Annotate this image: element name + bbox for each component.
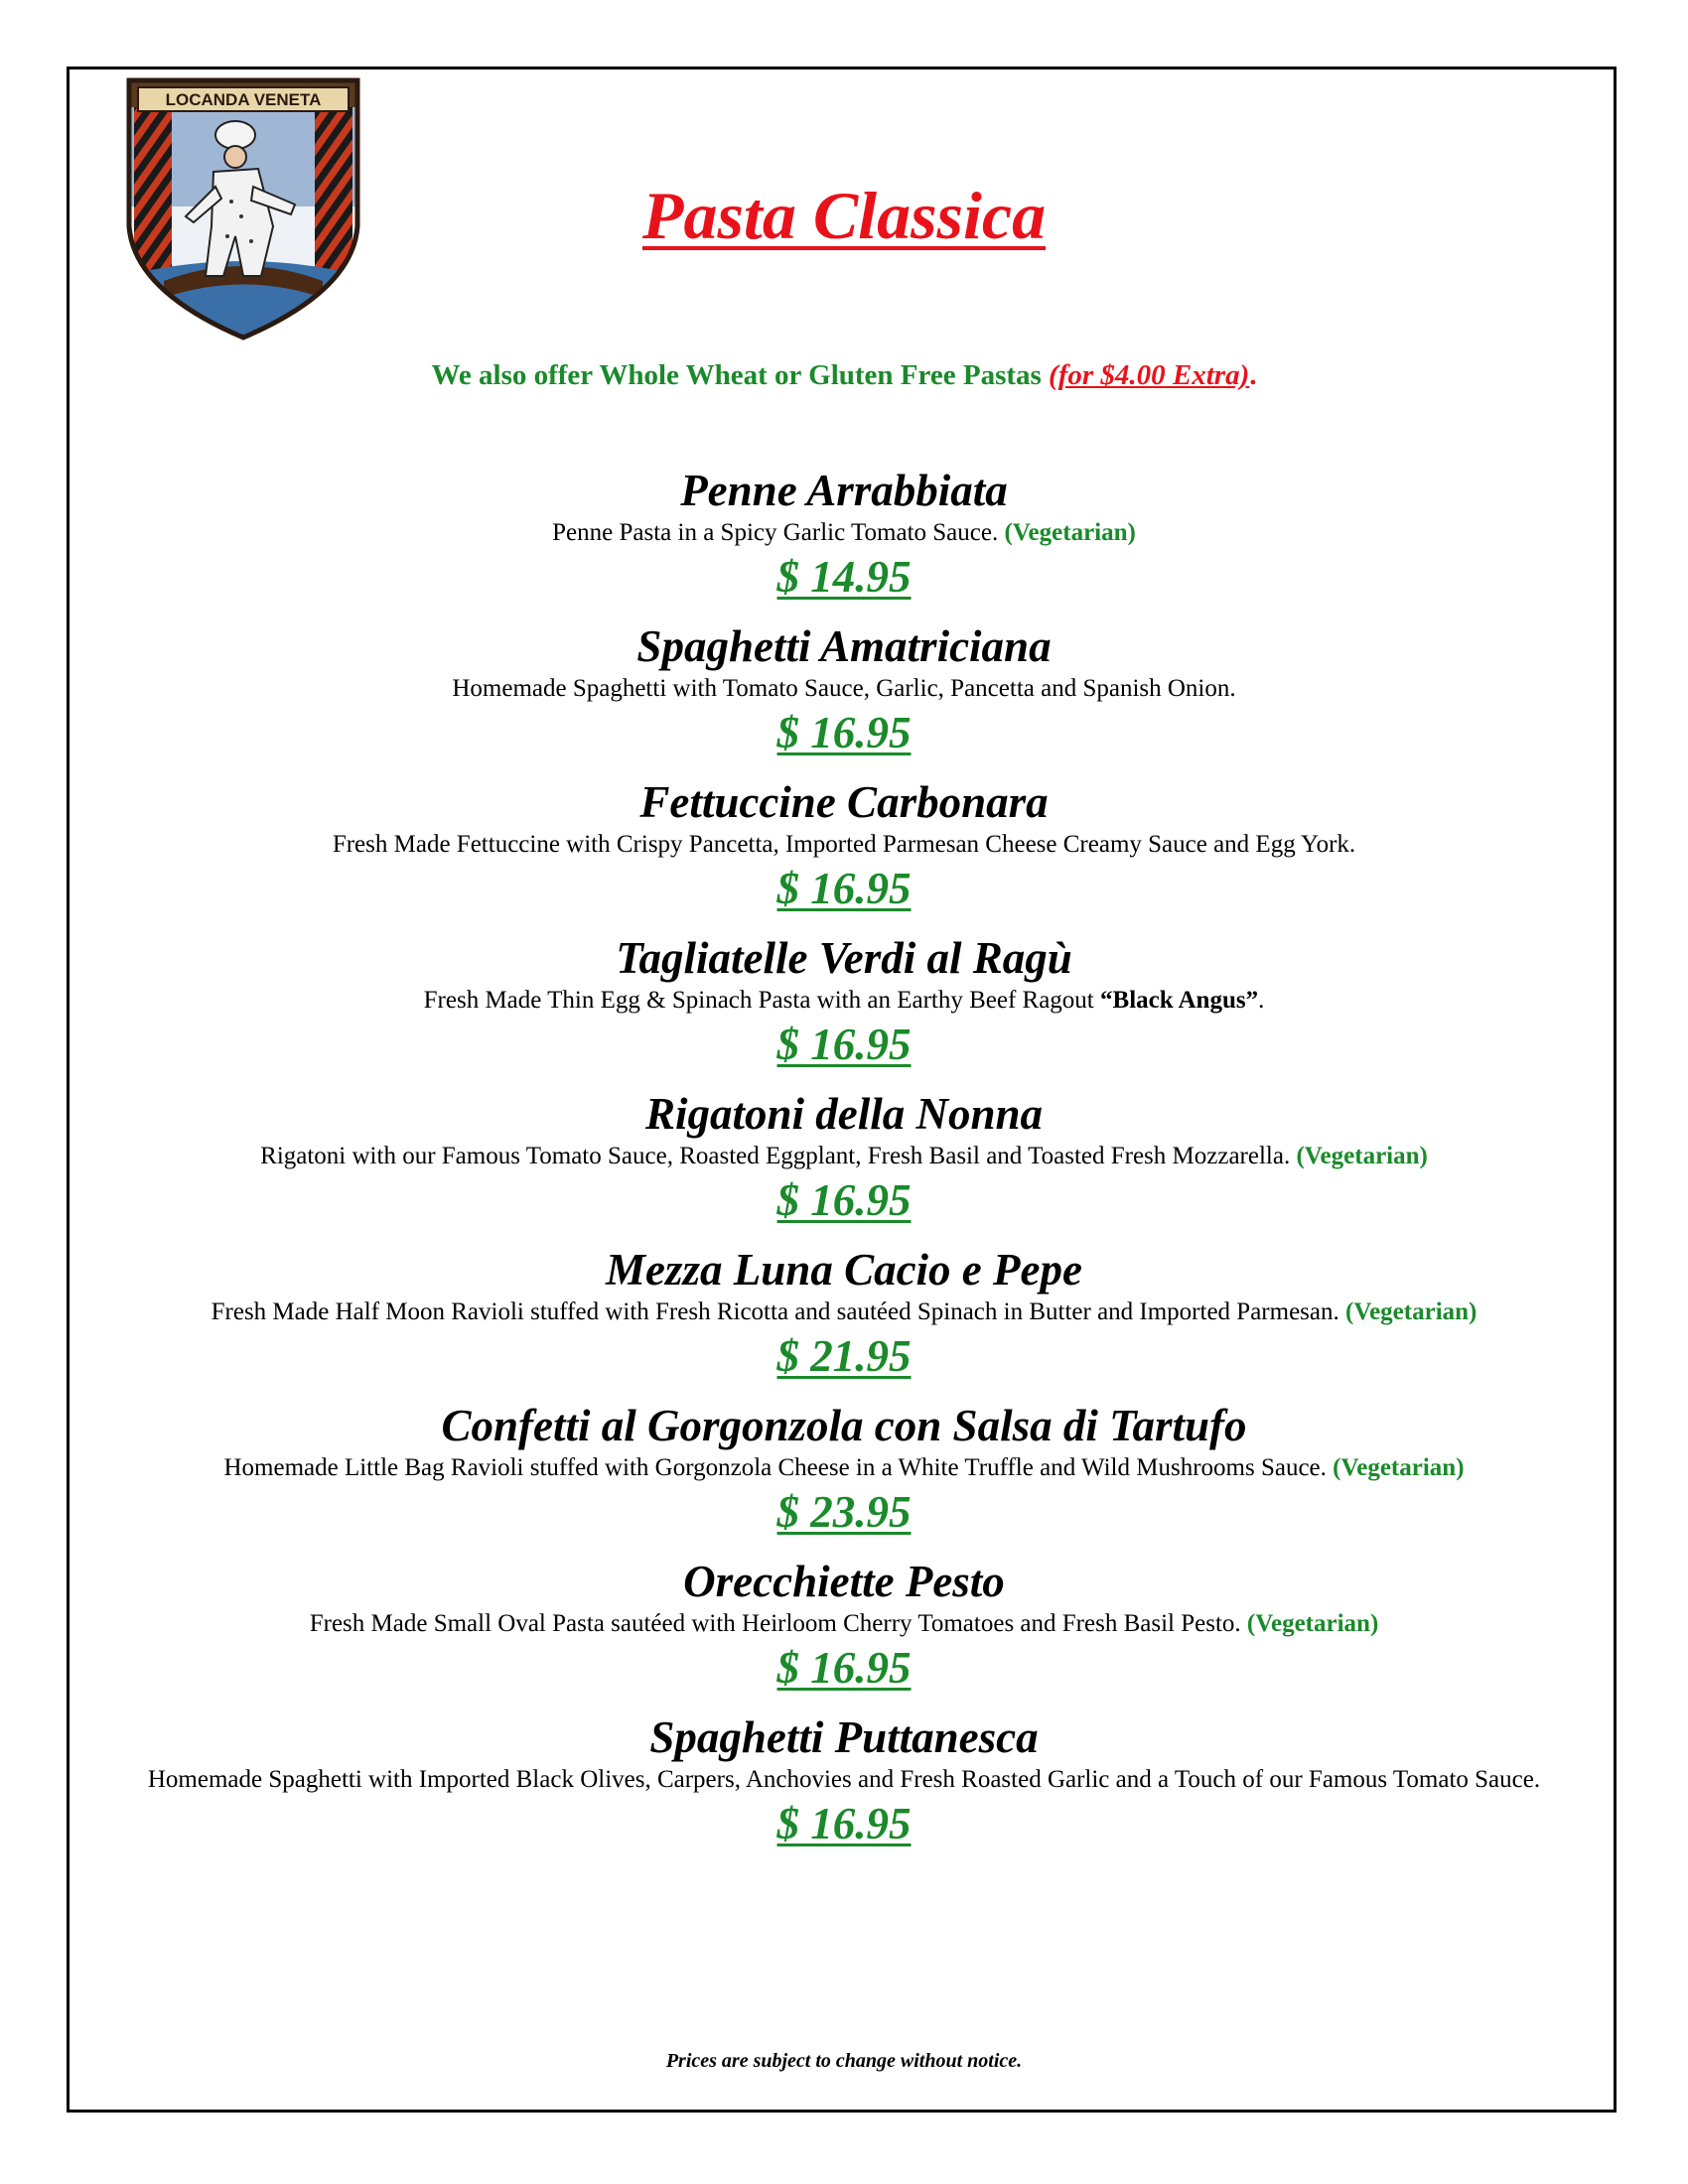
item-name: Spaghetti Puttanesca [649, 1712, 1039, 1762]
item-price: $ 21.95 [776, 1331, 912, 1381]
item-price: $ 16.95 [776, 1799, 912, 1848]
item-price: $ 16.95 [776, 864, 912, 913]
item-name: Orecchiette Pesto [683, 1557, 1005, 1606]
menu-item [99, 464, 1589, 619]
menu-list [99, 464, 1589, 1899]
vegetarian-label: (Vegetarian) [1333, 1454, 1465, 1481]
item-name: Rigatoni della Nonna [644, 1089, 1044, 1139]
item-description: Homemade Spaghetti with Tomato Sauce, Garlic, Pancetta and Spanish Onion. [452, 675, 1236, 702]
menu-item [99, 1710, 1589, 1899]
item-name: Confetti al Gorgonzola con Salsa di Tartufo [441, 1401, 1247, 1450]
item-description: Rigatoni with our Famous Tomato Sauce, Roasted Eggplant, Fresh Basil and Toasted Fresh Mozzarella. (Vegetarian) [260, 1143, 1428, 1169]
vegetarian-label: (Vegetarian) [1246, 1610, 1379, 1637]
offer-extra: (for $4.00 Extra) [1049, 359, 1250, 391]
item-description: Penne Pasta in a Spicy Garlic Tomato Sauce. (Vegetarian) [552, 519, 1136, 546]
item-name: Mezza Luna Cacio e Pepe [606, 1245, 1082, 1295]
item-price: $ 14.95 [776, 552, 912, 602]
beef-label: “Black Angus” [1100, 987, 1259, 1014]
item-description: Fresh Made Half Moon Ravioli stuffed with Fresh Ricotta and sautéed Spinach in Butter and Imported Parmesan. (Vegetarian) [211, 1298, 1477, 1325]
item-name: Spaghetti Amatriciana [636, 621, 1052, 671]
item-description: Fresh Made Thin Egg & Spinach Pasta with an Earthy Beef Ragout “Black Angus”. [423, 987, 1265, 1014]
menu-item [99, 1555, 1589, 1710]
item-price: $ 16.95 [776, 708, 912, 757]
menu-item [99, 619, 1589, 775]
item-price: $ 16.95 [776, 1175, 912, 1225]
item-name: Tagliatelle Verdi al Ragù [616, 933, 1072, 983]
vegetarian-label: (Vegetarian) [1004, 519, 1136, 546]
menu-item [99, 1399, 1589, 1555]
offer-note [0, 359, 1688, 392]
menu-item [99, 1243, 1589, 1399]
item-price: $ 16.95 [776, 1020, 912, 1069]
item-price: $ 16.95 [776, 1643, 912, 1693]
vegetarian-label: (Vegetarian) [1296, 1143, 1428, 1169]
footer-note: Prices are subject to change without notice. [665, 2050, 1023, 2072]
offer-text: We also offer Whole Wheat or Gluten Free Pastas [431, 359, 1050, 391]
item-name: Fettuccine Carbonara [639, 777, 1049, 827]
item-name: Penne Arrabbiata [680, 466, 1008, 515]
item-description: Homemade Spaghetti with Imported Black Olives, Carpers, Anchovies and Fresh Roasted Garlic and a Touch of our Famous Tomato Sauce. [147, 1766, 1541, 1793]
page-title: Pasta Classica [641, 178, 1047, 253]
offer-period: . [1249, 359, 1257, 391]
item-description: Fresh Made Fettuccine with Crispy Pancetta, Imported Parmesan Cheese Creamy Sauce and Egg York. [332, 831, 1356, 858]
item-price: $ 23.95 [776, 1487, 912, 1537]
item-description: Fresh Made Small Oval Pasta sautéed with Heirloom Cherry Tomatoes and Fresh Basil Pesto. (Vegetarian) [309, 1610, 1379, 1637]
menu-item [99, 1087, 1589, 1243]
logo-text: LOCANDA VENETA [165, 90, 322, 109]
menu-item [99, 931, 1589, 1087]
menu-item [99, 775, 1589, 931]
vegetarian-label: (Vegetarian) [1345, 1298, 1477, 1325]
item-description: Homemade Little Bag Ravioli stuffed with Gorgonzola Cheese in a White Truffle and Wild Mushrooms Sauce. (Vegetarian) [223, 1454, 1465, 1481]
